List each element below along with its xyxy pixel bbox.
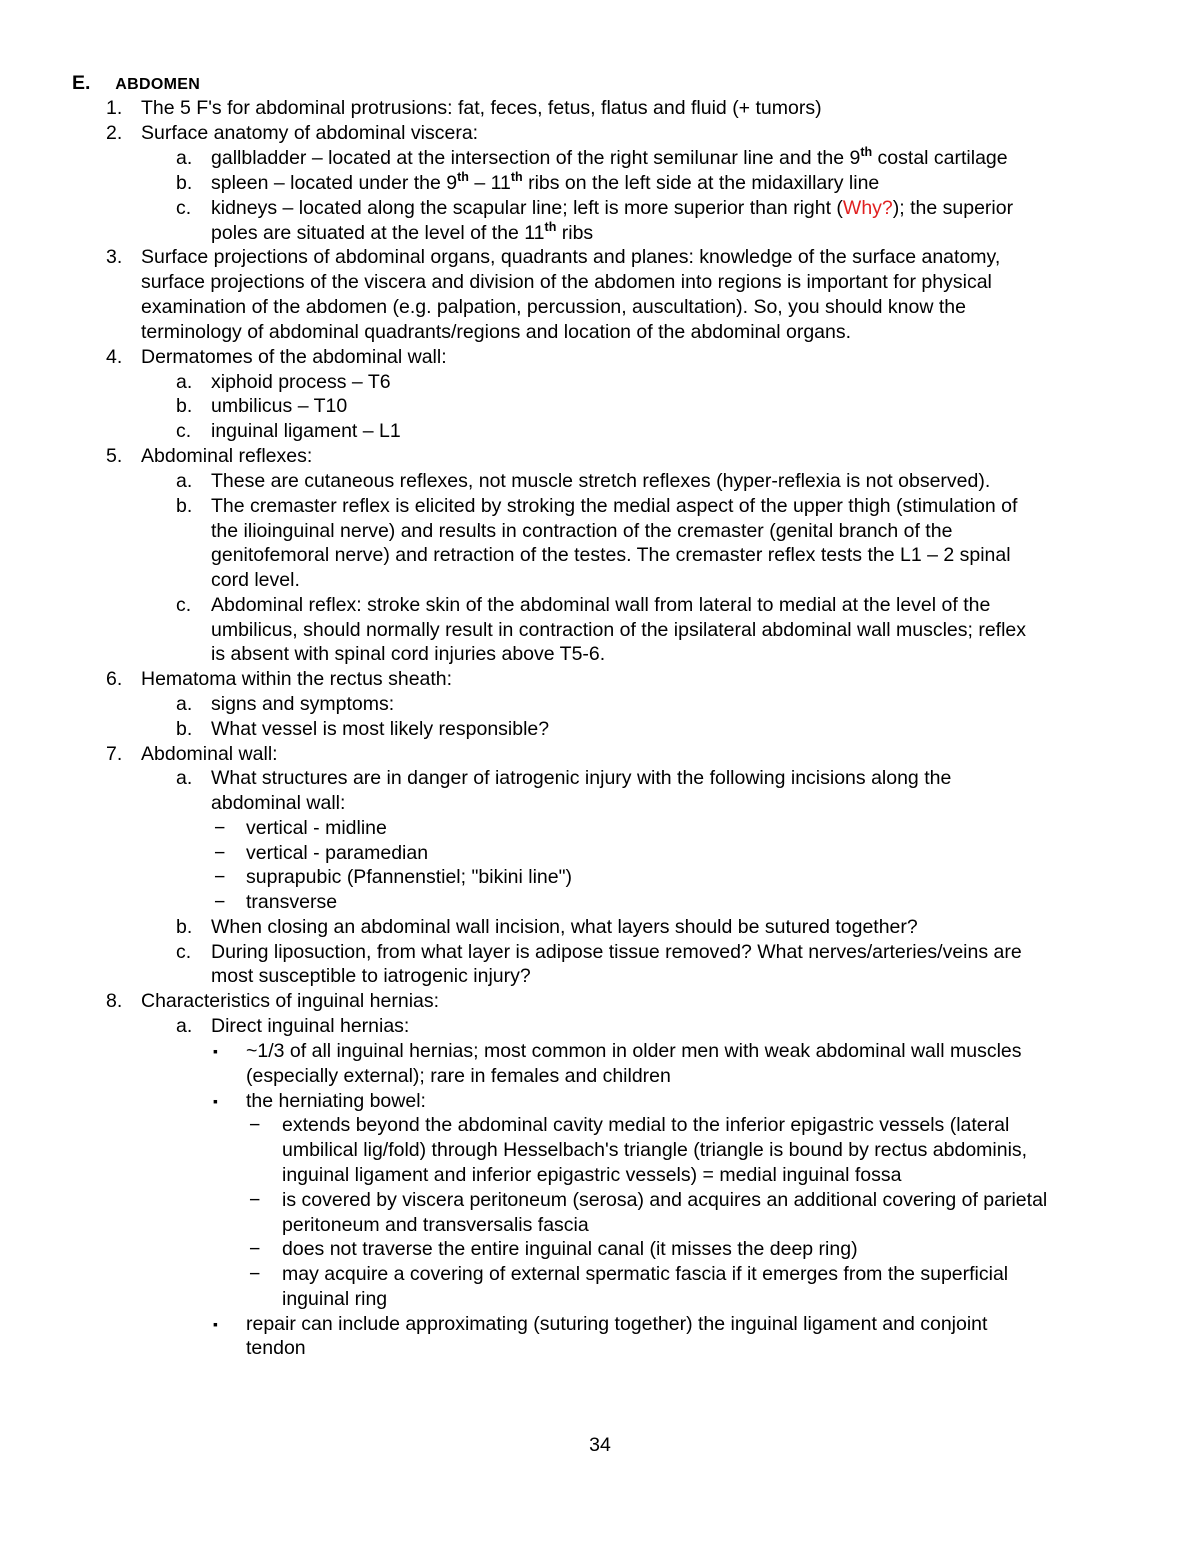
bullet-text: repair can include approximating (suturing together) the inguinal ligament and conjoint <box>246 1313 988 1335</box>
dash-marker: − <box>249 1114 261 1136</box>
sub-item-text <box>211 146 1008 171</box>
text-run: – 11 <box>468 172 511 194</box>
dash-item-text: extends beyond the abdominal cavity medial to the inferior epigastric vessels (lateral <box>282 1114 1010 1136</box>
bullet-marker: ▪ <box>213 1093 218 1109</box>
dash-marker: − <box>249 1238 261 1260</box>
text-run: poles are situated at the level of the 11 <box>211 222 545 244</box>
item-number: 8. <box>106 990 123 1012</box>
text-run: costal cartilage <box>872 147 1008 169</box>
sub-item-text: Direct inguinal hernias: <box>211 1015 410 1037</box>
sub-item-marker: b. <box>176 172 193 194</box>
item-text: Characteristics of inguinal hernias: <box>141 990 440 1012</box>
bullet-marker: ▪ <box>213 1316 218 1332</box>
sub-item-text <box>211 196 1013 221</box>
sub-item-marker: a. <box>176 147 193 169</box>
item-text: Abdominal reflexes: <box>141 445 313 467</box>
dash-marker: − <box>214 891 226 913</box>
sub-item-text: signs and symptoms: <box>211 693 395 715</box>
item-text: The 5 F's for abdominal protrusions: fat, feces, fetus, flatus and fluid (+ tumors) <box>141 97 822 119</box>
sub-item-marker: b. <box>176 395 193 417</box>
item-text: Surface projections of abdominal organs, quadrants and planes: knowledge of the surface anatomy, <box>141 246 1001 268</box>
dash-item-text: inguinal ring <box>282 1288 388 1310</box>
sub-item-text: the ilioinguinal nerve) and results in contraction of the cremaster (genital branch of the <box>211 520 953 542</box>
bullet-text: ~1/3 of all inguinal hernias; most common in older men with weak abdominal wall muscles <box>246 1040 1022 1062</box>
dash-marker: − <box>214 817 226 839</box>
superscript: th <box>510 170 523 184</box>
section-heading <box>72 71 200 98</box>
sub-item-marker: a. <box>176 371 193 393</box>
text-run: kidneys – located along the scapular line; left is more superior than right ( <box>211 197 843 219</box>
sub-item-text: umbilicus, should normally result in contraction of the ipsilateral abdominal wall muscles; reflex <box>211 619 1027 641</box>
item-text: examination of the abdomen (e.g. palpation, percussion, auscultation). So, you should know the <box>141 296 966 318</box>
sub-item-marker: a. <box>176 1015 193 1037</box>
item-number: 4. <box>106 346 123 368</box>
dash-marker: − <box>249 1263 261 1285</box>
dash-item-text: umbilical lig/fold) through Hesselbach's triangle (triangle is bound by rectus abdominis, <box>282 1139 1028 1161</box>
page-number: 34 <box>589 1434 611 1456</box>
sub-item-text: Abdominal reflex: stroke skin of the abdominal wall from lateral to medial at the level of the <box>211 594 991 616</box>
sub-item-marker: c. <box>176 420 192 442</box>
bullet-text: tendon <box>246 1337 306 1359</box>
bullet-text: the herniating bowel: <box>246 1090 426 1112</box>
item-text: Surface anatomy of abdominal viscera: <box>141 122 479 144</box>
item-text: Abdominal wall: <box>141 743 278 765</box>
item-number: 7. <box>106 743 123 765</box>
sub-item-marker: b. <box>176 916 193 938</box>
item-number: 3. <box>106 246 123 268</box>
text-run: ribs on the left side at the midaxillary line <box>522 172 880 194</box>
item-text: Dermatomes of the abdominal wall: <box>141 346 447 368</box>
sub-item-text: When closing an abdominal wall incision, what layers should be sutured together? <box>211 916 918 938</box>
sub-item-marker: c. <box>176 197 192 219</box>
text-run: spleen – located under the 9 <box>211 172 458 194</box>
superscript: th <box>860 145 873 159</box>
sub-item-text: xiphoid process – T6 <box>211 371 391 393</box>
item-number: 5. <box>106 445 123 467</box>
sub-item-text: umbilicus – T10 <box>211 395 348 417</box>
sub-item-text: The cremaster reflex is elicited by stroking the medial aspect of the upper thigh (stimulation of <box>211 495 1018 517</box>
superscript: th <box>544 220 557 234</box>
item-text: surface projections of the viscera and division of the abdomen into regions is important for physical <box>141 271 992 293</box>
dash-item-text: vertical - midline <box>246 817 387 839</box>
sub-item-text: During liposuction, from what layer is adipose tissue removed? What nerves/arteries/veins are <box>211 941 1022 963</box>
sub-item-marker: b. <box>176 495 193 517</box>
dash-item-text: is covered by viscera peritoneum (serosa) and acquires an additional covering of parietal <box>282 1189 1048 1211</box>
sub-item-text: is absent with spinal cord injuries above T5-6. <box>211 643 606 665</box>
section-letter: E. <box>72 72 91 94</box>
sub-item-text: What structures are in danger of iatrogenic injury with the following incisions along the <box>211 767 952 789</box>
item-text: Hematoma within the rectus sheath: <box>141 668 453 690</box>
sub-item-marker: a. <box>176 767 193 789</box>
sub-item-marker: b. <box>176 718 193 740</box>
item-number: 2. <box>106 122 123 144</box>
dash-item-text: transverse <box>246 891 338 913</box>
dash-item-text: does not traverse the entire inguinal canal (it misses the deep ring) <box>282 1238 858 1260</box>
text-run: gallbladder – located at the intersection of the right semilunar line and the 9 <box>211 147 861 169</box>
bullet-text: (especially external); rare in females and children <box>246 1065 671 1087</box>
sub-item-marker: a. <box>176 470 193 492</box>
sub-item-text: These are cutaneous reflexes, not muscle stretch reflexes (hyper-reflexia is not observed). <box>211 470 991 492</box>
sub-item-text: inguinal ligament – L1 <box>211 420 401 442</box>
item-number: 6. <box>106 668 123 690</box>
dash-item-text: may acquire a covering of external spermatic fascia if it emerges from the superficial <box>282 1263 1009 1285</box>
sub-item-marker: a. <box>176 693 193 715</box>
sub-item-text: most susceptible to iatrogenic injury? <box>211 965 531 987</box>
text-run: ); the superior <box>892 197 1014 219</box>
dash-marker: − <box>214 842 226 864</box>
dash-item-text: suprapubic (Pfannenstiel; "bikini line") <box>246 866 573 888</box>
dash-marker: − <box>249 1189 261 1211</box>
sub-item-marker: c. <box>176 941 192 963</box>
sub-item-text <box>211 171 879 196</box>
sub-item-text: What vessel is most likely responsible? <box>211 718 550 740</box>
sub-item-text: genitofemoral nerve) and retraction of the testes. The cremaster reflex tests the L1 – 2 spinal <box>211 544 1011 566</box>
dash-marker: − <box>214 866 226 888</box>
item-number: 1. <box>106 97 123 119</box>
sub-item-text: cord level. <box>211 569 300 591</box>
item-text: terminology of abdominal quadrants/regions and location of the abdominal organs. <box>141 321 852 343</box>
dash-item-text: vertical - paramedian <box>246 842 429 864</box>
sub-item-marker: c. <box>176 594 192 616</box>
sub-item-text: abdominal wall: <box>211 792 346 814</box>
dash-item-text: peritoneum and transversalis fascia <box>282 1214 589 1236</box>
text-run: ribs <box>556 222 594 244</box>
why-highlight: Why? <box>842 197 893 219</box>
bullet-marker: ▪ <box>213 1043 218 1059</box>
section-title: ABDOMEN <box>115 76 201 93</box>
superscript: th <box>457 170 469 184</box>
sub-item-text <box>211 221 593 246</box>
dash-item-text: inguinal ligament and inferior epigastric vessels) = medial inguinal fossa <box>282 1164 902 1186</box>
